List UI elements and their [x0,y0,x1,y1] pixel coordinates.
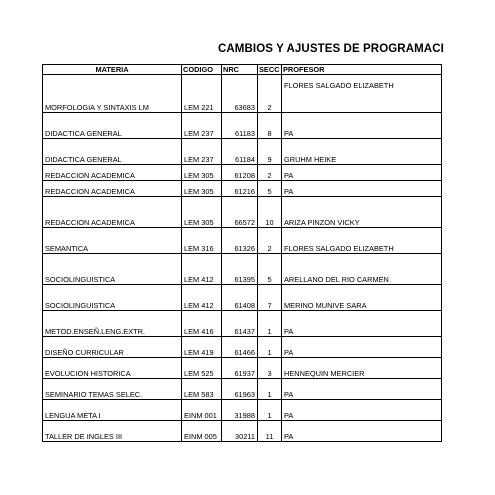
cell-materia[interactable]: TALLER DE INGLES III [43,421,182,442]
cell-secc[interactable]: 2 [258,165,282,181]
cell-secc[interactable]: 8 [258,113,282,139]
cell-nrc[interactable]: 61408 [222,285,258,311]
header-materia: MATERIA [43,65,182,75]
cell-nrc[interactable]: 61216 [222,181,258,197]
cell-nrc[interactable]: 61937 [222,358,258,379]
cell-nrc[interactable]: 61395 [222,254,258,285]
table-row [43,75,442,113]
table-row [43,421,442,442]
cell-materia[interactable]: DISEÑO CURRICULAR [43,337,182,358]
cell-profesor[interactable]: ARELLANO DEL RIO CARMEN [282,254,442,285]
cell-codigo[interactable]: EINM 001 [182,400,222,421]
cell-profesor[interactable]: FLORES SALGADO ELIZABETH [282,228,442,254]
cell-secc[interactable]: 1 [258,400,282,421]
header-profesor: PROFESOR [282,65,442,75]
cell-secc[interactable]: 5 [258,181,282,197]
table-row [43,165,442,181]
cell-materia[interactable]: DIDACTICA GENERAL [43,139,182,165]
table-body [43,75,442,442]
cell-secc[interactable]: 2 [258,228,282,254]
cell-materia[interactable]: REDACCION ACADEMICA [43,181,182,197]
cell-codigo[interactable]: LEM 305 [182,165,222,181]
cell-codigo[interactable]: LEM 412 [182,285,222,311]
cell-profesor[interactable]: GRUHM HEIKE [282,139,442,165]
table-row [43,400,442,421]
cell-codigo[interactable]: LEM 419 [182,337,222,358]
header-row [43,65,442,75]
cell-secc[interactable]: 9 [258,139,282,165]
cell-profesor[interactable]: MERINO MUNIVE SARA [282,285,442,311]
table-row [43,228,442,254]
cell-nrc[interactable]: 61963 [222,379,258,400]
cell-codigo[interactable]: EINM 005 [182,421,222,442]
cell-secc[interactable]: 10 [258,197,282,228]
cell-profesor[interactable]: PA [282,379,442,400]
table-row [43,139,442,165]
cell-materia[interactable]: METOD.ENSEÑ.LENG.EXTR. [43,311,182,337]
header-secc: SECC [259,65,280,74]
cell-nrc[interactable]: 61437 [222,311,258,337]
cell-codigo[interactable]: LEM 525 [182,358,222,379]
cell-nrc[interactable]: 61184 [222,139,258,165]
table-row [43,197,442,228]
cell-nrc[interactable]: 30211 [222,421,258,442]
cell-materia[interactable]: REDACCION ACADEMICA [43,197,182,228]
cell-codigo[interactable]: LEM 316 [182,228,222,254]
cell-nrc[interactable]: 31988 [222,400,258,421]
table-row [43,181,442,197]
cell-secc[interactable]: 1 [258,379,282,400]
schedule-table [42,64,442,442]
cell-codigo[interactable]: LEM 237 [182,139,222,165]
cell-profesor[interactable]: PA [282,421,442,442]
cell-nrc[interactable]: 61466 [222,337,258,358]
cell-nrc[interactable]: 63683 [222,75,258,113]
cell-nrc[interactable]: 61183 [222,113,258,139]
cell-profesor[interactable]: ARIZA PINZON VICKY [282,197,442,228]
cell-materia[interactable]: SOCIOLINGUISTICA [43,285,182,311]
cell-secc[interactable]: 11 [258,421,282,442]
cell-profesor[interactable]: PA [282,400,442,421]
cell-profesor[interactable]: PA [282,113,442,139]
cell-codigo[interactable]: LEM 412 [182,254,222,285]
cell-secc[interactable]: 1 [258,311,282,337]
cell-materia[interactable]: DIDACTICA GENERAL [43,113,182,139]
cell-materia[interactable]: LENGUA META I [43,400,182,421]
cell-secc[interactable]: 2 [258,75,282,113]
cell-nrc[interactable]: 61208 [222,165,258,181]
table-row [43,379,442,400]
header-nrc: NRC [222,65,258,75]
cell-secc[interactable]: 5 [258,254,282,285]
cell-codigo[interactable]: LEM 416 [182,311,222,337]
cell-codigo[interactable]: LEM 221 [182,75,222,113]
cell-profesor[interactable]: PA [282,337,442,358]
table-row [43,337,442,358]
cell-secc[interactable]: 3 [258,358,282,379]
cell-secc[interactable]: 7 [258,285,282,311]
header-codigo: CODIGO [182,65,222,75]
cell-materia[interactable]: SEMINARIO TEMAS SELEC. [43,379,182,400]
table-row [43,358,442,379]
cell-profesor[interactable]: HENNEQUIN MERCIER [282,358,442,379]
table-row [43,285,442,311]
cell-materia[interactable]: SOCIOLINGUISTICA [43,254,182,285]
page-title: CAMBIOS Y AJUSTES DE PROGRAMACI [218,43,444,55]
cell-codigo[interactable]: LEM 583 [182,379,222,400]
cell-nrc[interactable]: 61326 [222,228,258,254]
cell-secc[interactable]: 1 [258,337,282,358]
table-row [43,311,442,337]
cell-codigo[interactable]: LEM 237 [182,113,222,139]
table-row [43,113,442,139]
cell-profesor[interactable]: PA [282,181,442,197]
cell-profesor[interactable]: FLORES SALGADO ELIZABETH [282,75,442,113]
cell-profesor[interactable]: PA [282,311,442,337]
cell-materia[interactable]: EVOLUCION HISTORICA [43,358,182,379]
cell-codigo[interactable]: LEM 305 [182,197,222,228]
cell-materia[interactable]: MORFOLOGIA Y SINTAXIS LM [43,75,182,113]
cell-nrc[interactable]: 66572 [222,197,258,228]
table-row [43,254,442,285]
cell-codigo[interactable]: LEM 305 [182,181,222,197]
cell-profesor[interactable]: PA [282,165,442,181]
cell-materia[interactable]: SEMANTICA [43,228,182,254]
cell-materia[interactable]: REDACCION ACADEMICA [43,165,182,181]
